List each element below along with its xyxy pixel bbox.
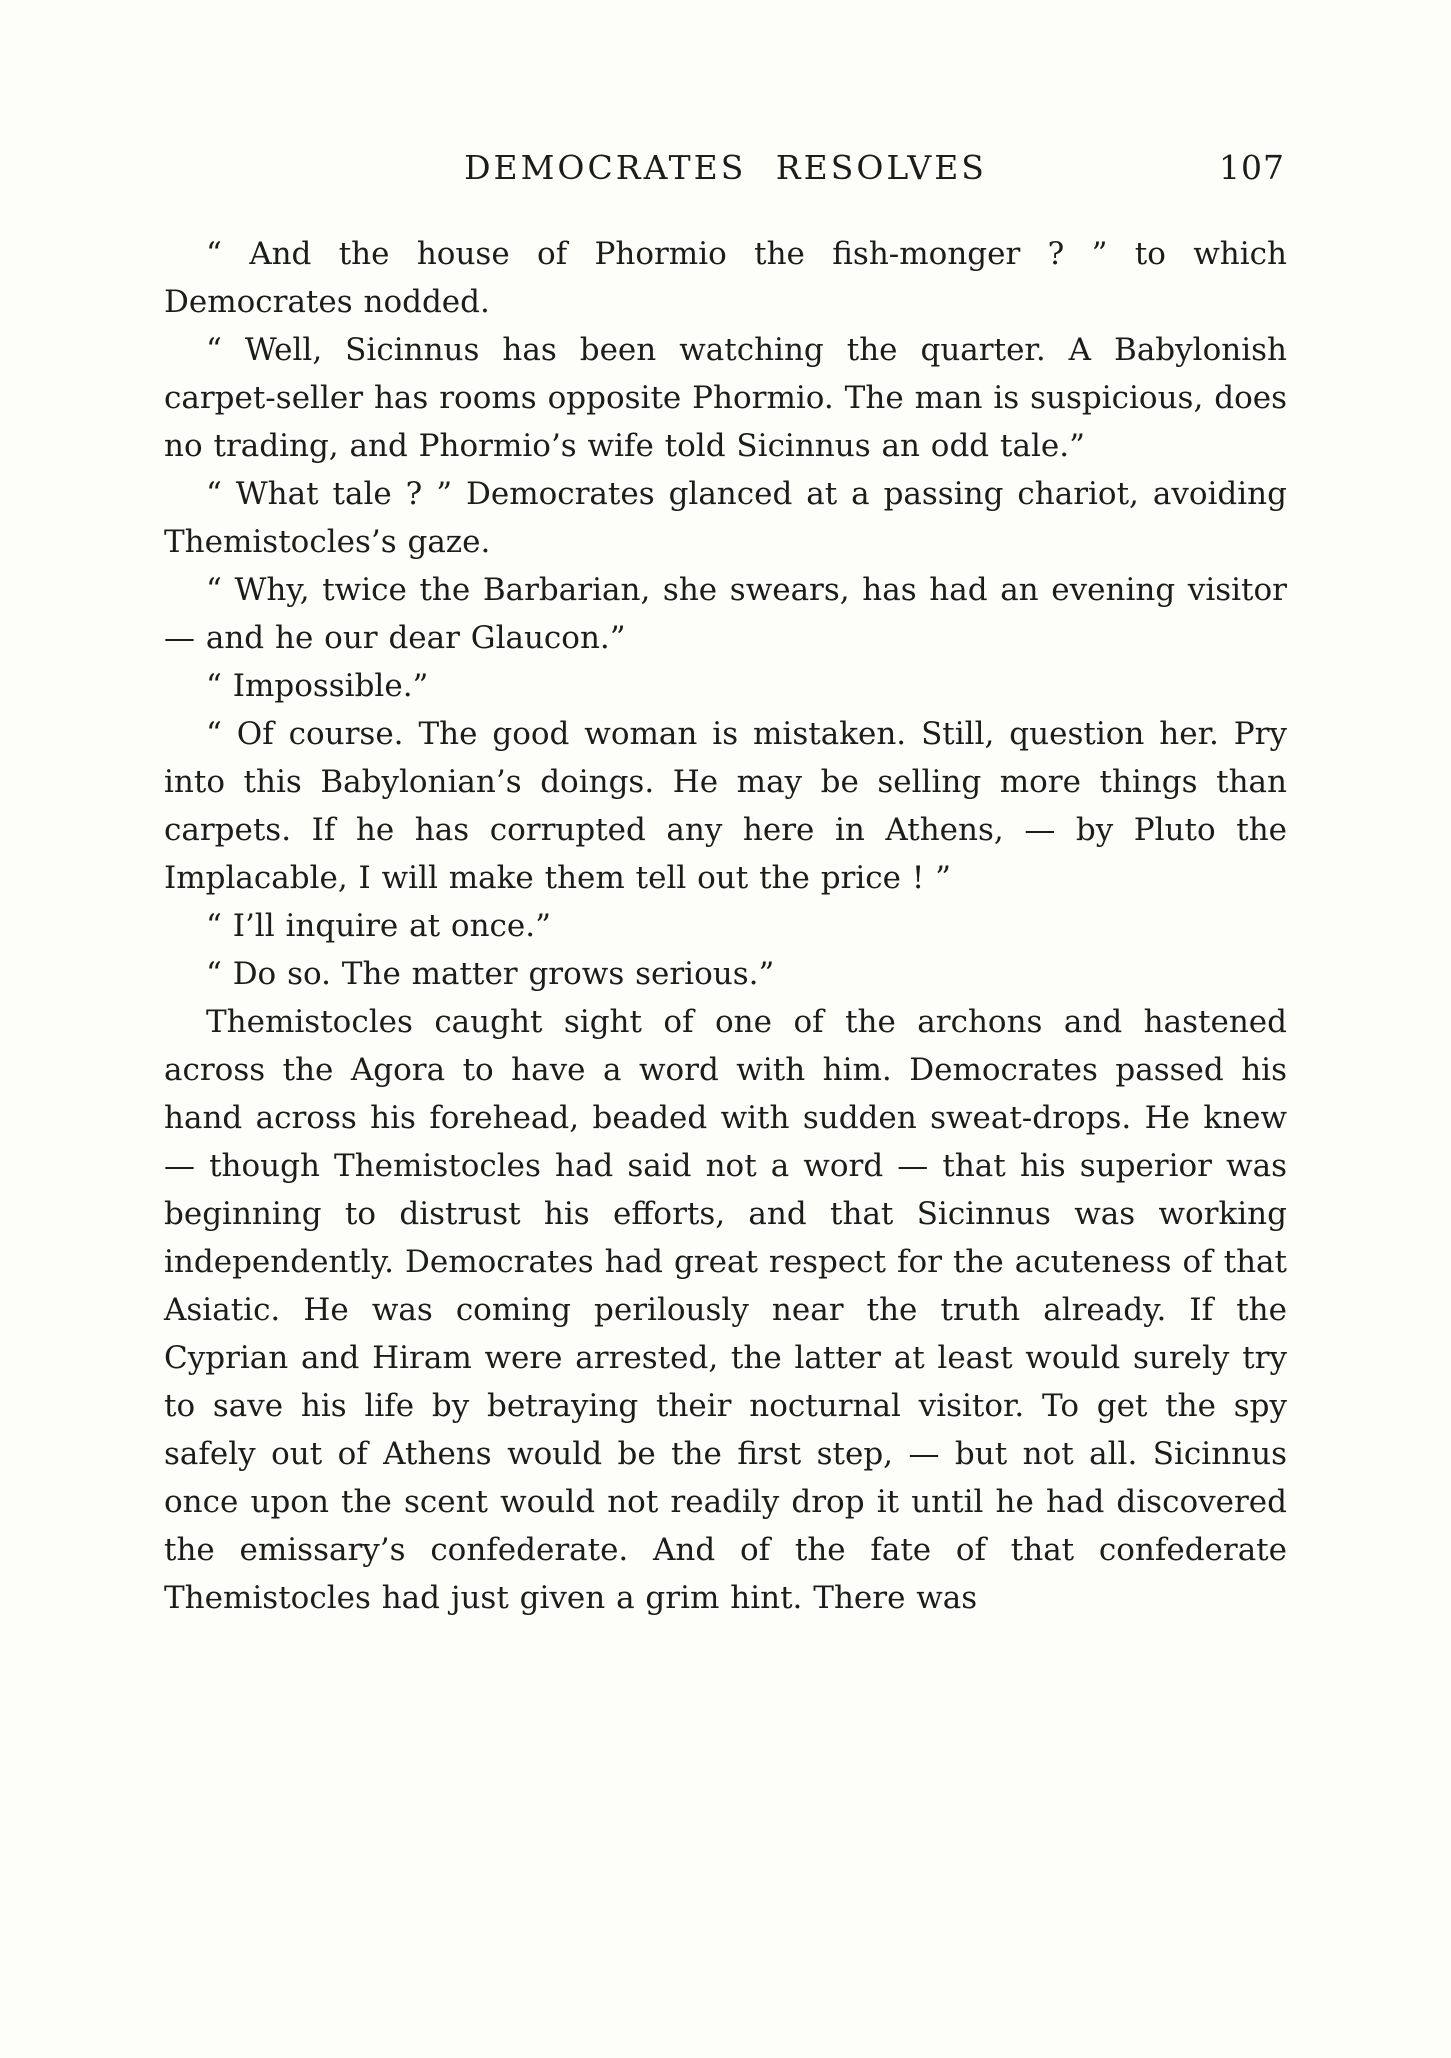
paragraph: “ And the house of Phormio the fish-monger ? ” to which Democrates nodded. bbox=[164, 236, 1287, 320]
paragraph: “ Well, Sicinnus has been watching the quarter. A Babylonish carpet-seller has rooms opposite Phormio. The man is suspicious, does no trading, and Phormio’s wife told Sicinnus an odd tale.” bbox=[164, 332, 1287, 464]
paragraph: Themistocles caught sight of one of the archons and hastened across the Agora to have a word with him. Democrates passed his hand across his forehead, beaded with sudden sweat-drops. He knew — though Themistocles had said not a word — that his superior was beginning to distrust his efforts, and that Sicinnus was working independently. Democrates had great respect for the acuteness of that Asiatic. He was coming perilously near the truth already. If the Cyprian and Hiram were arrested, the latter at least would surely try to save his life by betraying their nocturnal visitor. To get the spy safely out of Athens would be the first step, — but not all. Sicinnus once upon the scent would not readily drop it until he had discovered the emissary’s confederate. And of the fate of that confederate Themistocles had just given a grim hint. There was bbox=[164, 1004, 1287, 1616]
running-header bbox=[164, 148, 1287, 200]
paragraph: “ Do so. The matter grows serious.” bbox=[206, 956, 775, 992]
paragraph: “ Why, twice the Barbarian, she swears, has had an evening visitor — and he our dear Glaucon.” bbox=[164, 572, 1287, 656]
paragraph: “ What tale ? ” Democrates glanced at a passing chariot, avoiding Themistocles’s gaze. bbox=[164, 476, 1287, 560]
chapter-title: DEMOCRATES RESOLVES bbox=[464, 148, 987, 187]
paragraph: “ Impossible.” bbox=[206, 668, 429, 704]
paragraph: “ Of course. The good woman is mistaken. Still, question her. Pry into this Babylonian’s doings. He may be selling more things than carpets. If he has corrupted any here in Athens, — by Pluto the Implacable, I will make them tell out the price ! ” bbox=[164, 716, 1287, 896]
page-number: 107 bbox=[1219, 148, 1285, 187]
text-block bbox=[164, 230, 1287, 1622]
paragraph: “ I’ll inquire at once.” bbox=[206, 908, 551, 944]
